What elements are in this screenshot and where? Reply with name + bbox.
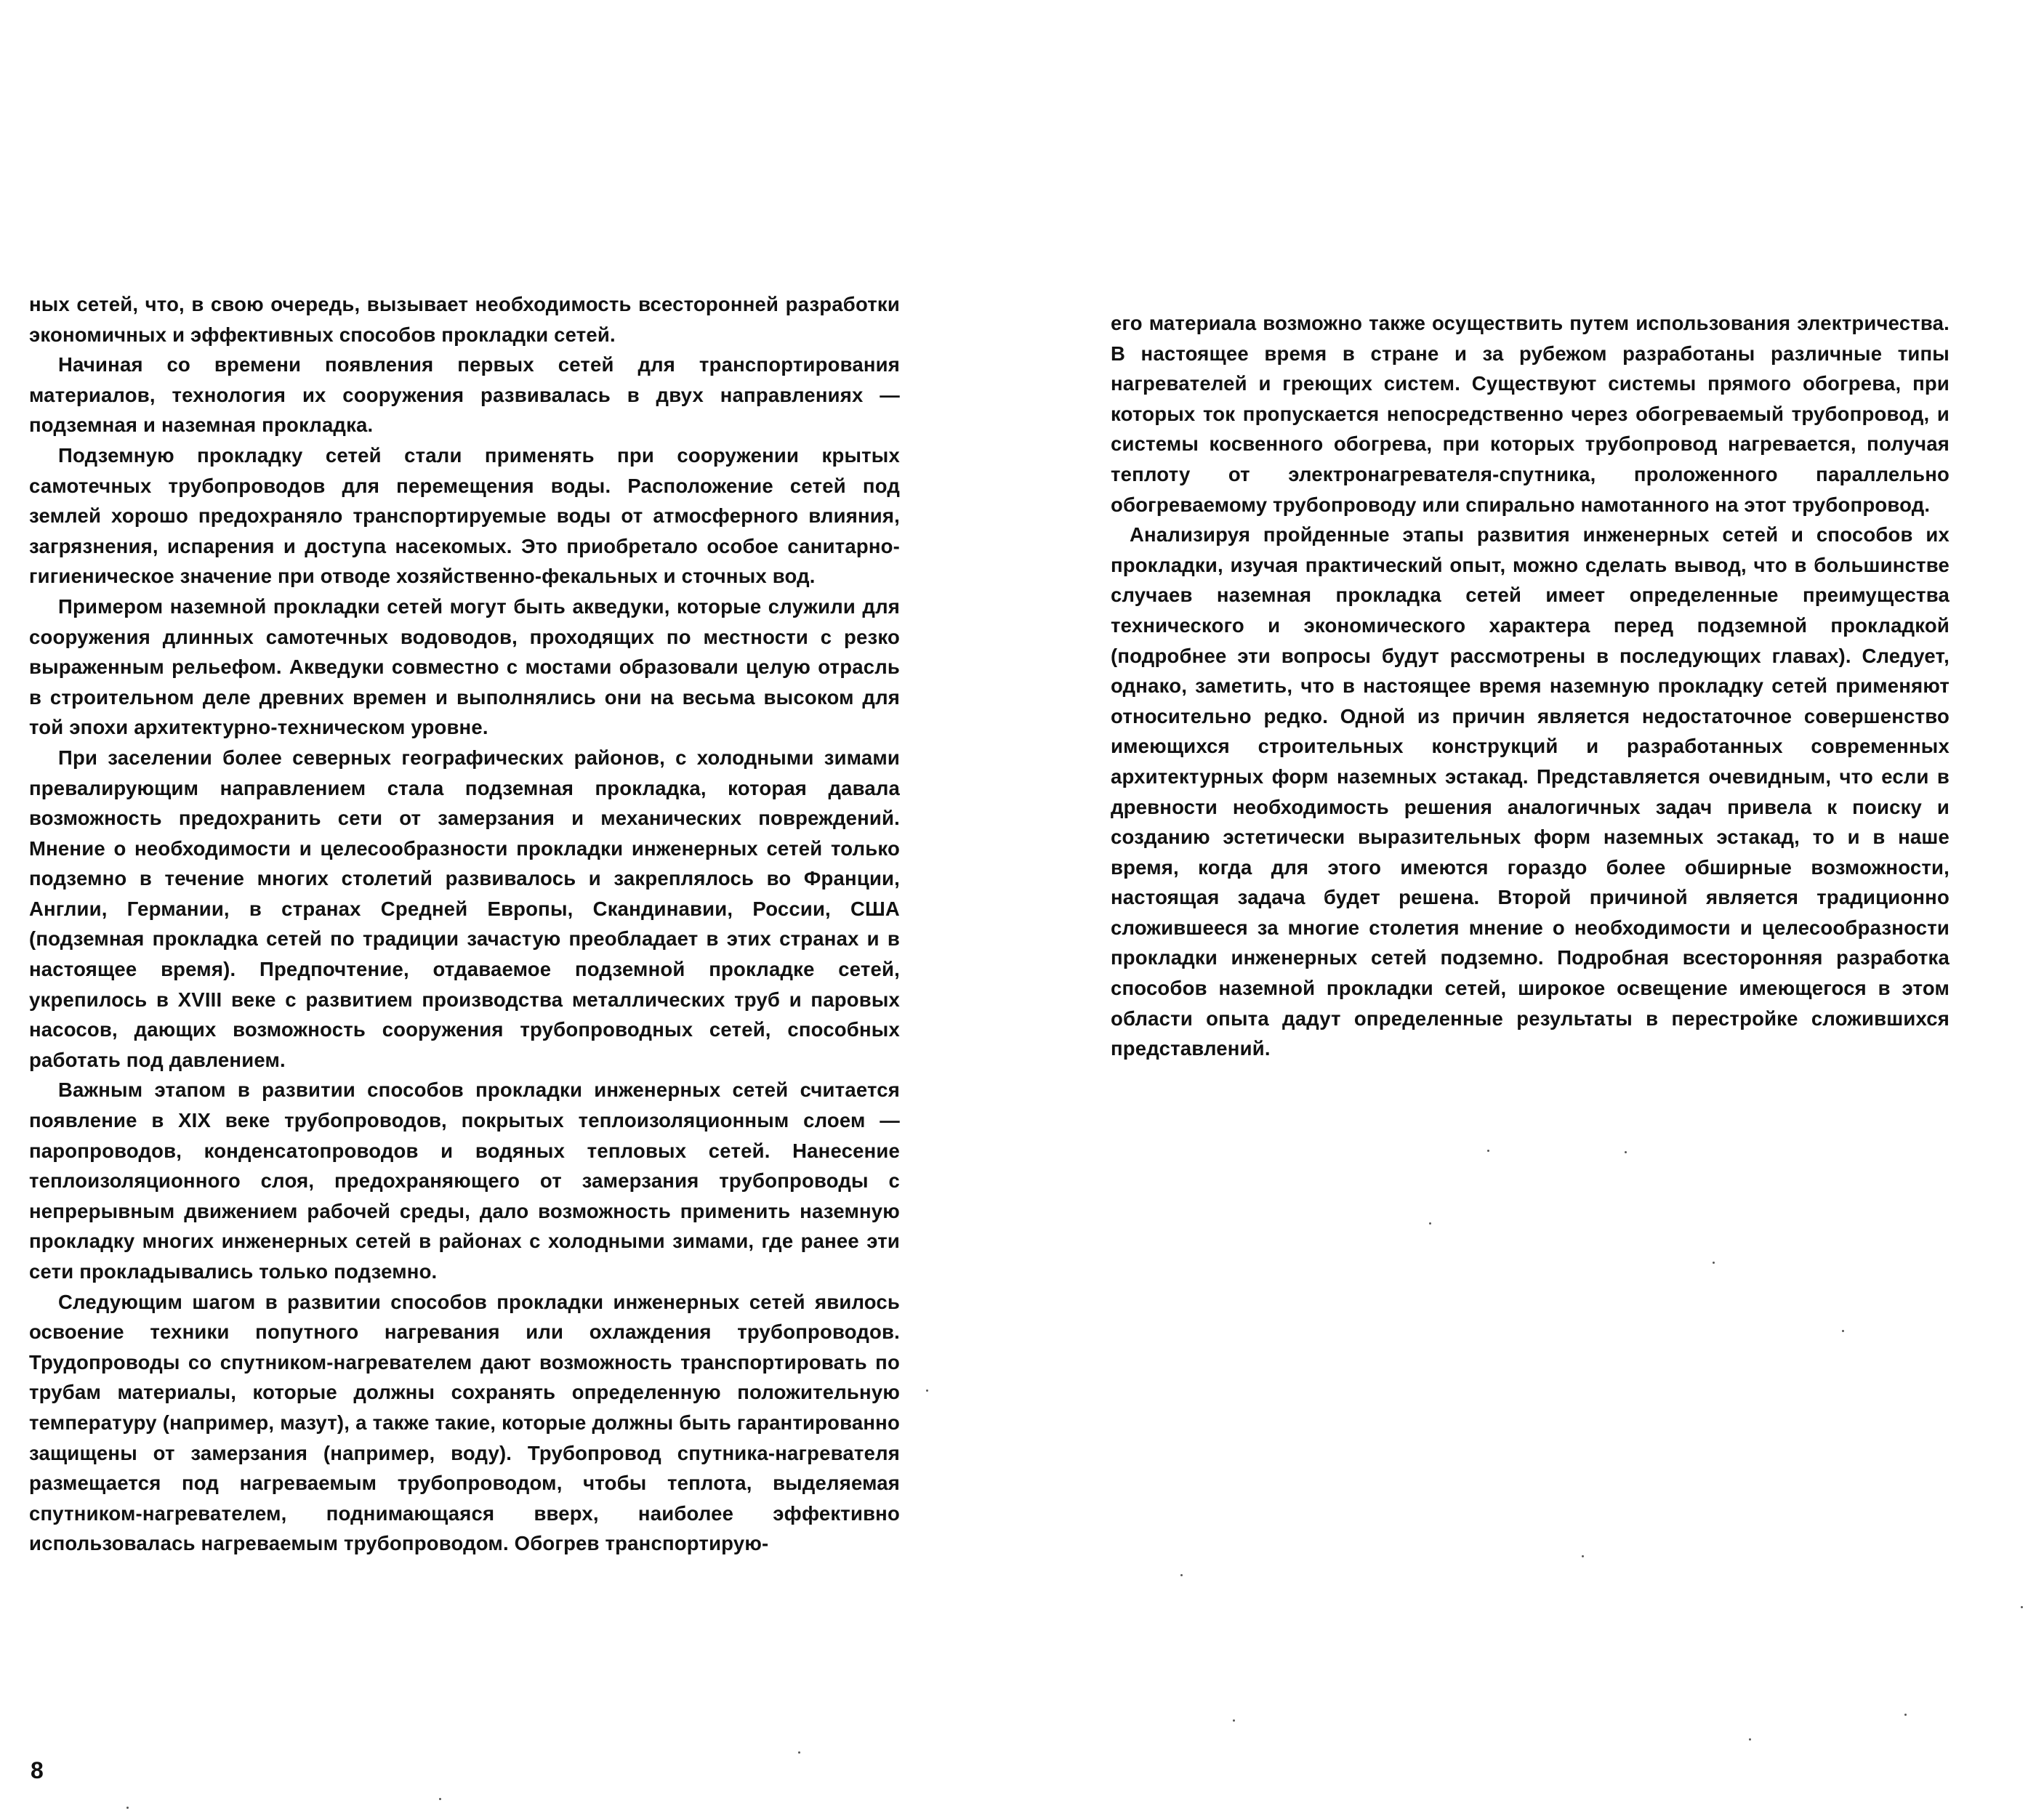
scan-speck [1713,1262,1715,1264]
scan-speck [439,1798,441,1800]
right-page [1022,0,2044,1811]
scan-speck [1904,1714,1907,1716]
paragraph: Начиная со времени появления первых сетей для транспортирования материалов, технология их сооружения развивалась в двух направлениях — подземная и наземная прокладка. [29,353,900,437]
scan-speck [1180,1574,1183,1576]
scan-speck [2021,1606,2023,1608]
paragraph: Подземную прокладку сетей стали применять при сооружении крытых самотечных трубопроводов для перемещения воды. Расположение сетей под землей хорошо предохраняло транспортируемые воды от атмосферного влияния, загрязнения, испарения и доступа насекомых. Это приобретало особое санитарно-гигиеническое значение при отводе хозяйственно-фекальных и сточных вод. [29,443,900,588]
page-number: 8 [31,1757,44,1783]
paragraph: ных сетей, что, в свою очередь, вызывает необходимость всесторонней разработки экономичных и эффективных способов прокладки сетей. [29,293,900,346]
scan-speck [1625,1151,1627,1153]
scan-speck [798,1751,800,1754]
paragraph: Примером наземной прокладки сетей могут быть акведуки, которые служили для сооружения длинных самотечных водоводов, проходящих по местности с резко выраженным рельефом. Акведуки совместно с мостами образовали целую отрасль в строительном деле древних времен и выполнялись они на весьма высоком для той эпохи архитектурно-техническом уровне. [29,594,900,739]
paragraph: его материала возможно также осуществить путем использования электричества. В настоящее время в стране и за рубежом разработаны различные типы нагревателей и греющих систем. Существуют системы прямого обогрева, при которых ток пропускается непосредственно через обогреваемый трубопровод, и системы косвенного обогрева, при которых трубопровод нагревается, получая теплоту от электронагревателя-спутника, проложенного параллельно обогреваемому трубопроводу или спирально намотанного на этот трубопровод. [1111,312,1950,516]
right-text-column [1111,308,1950,1064]
paragraph: При заселении более северных географических районов, с холодными зимами превалирующим направлением стала подземная прокладка, которая давала возможность предохранить сети от замерзания и механических повреждений. Мнение о необходимости и целесообразности прокладки инженерных сетей только подземно в течение многих столетий развивалось и закреплялось во Франции, Англии, Германии, в странах Средней Европы, Скандинавии, России, США (подземная прокладка сетей по традиции зачастую преобладает в этих странах и в настоящее время). Предпочтение, отдаваемое подземной прокладке сетей, укрепилось в XVIII веке с развитием производства металлических труб и паровых насосов, дающих возможность сооружения трубопроводных сетей, способных работать под давлением. [29,746,900,1071]
scan-speck [1842,1330,1844,1332]
scan-speck [1487,1150,1489,1152]
scan-speck [1749,1738,1751,1741]
paragraph: Анализируя пройденные этапы развития инженерных сетей и способов их прокладки, изучая практический опыт, можно сделать вывод, что в большинстве случаев наземная прокладка сетей имеет определенные преимущества технического и экономического характера перед подземной прокладкой (подробнее эти вопросы будут рассмотрены в последующих главах). Следует, однако, заметить, что в настоящее время наземную прокладку сетей применяют относительно редко. Одной из причин является недостаточное совершенство имеющихся строительных конструкций и разработанных современных архитектурных форм наземных эстакад. Представляется очевидным, что если в древности необходимость решения аналогичных задач привела к поиску и созданию эстетически выразительных форм наземных эстакад, то и в наше время, когда для этого имеются гораздо более обширные возможности, настоящая задача будет решена. Второй причиной является традиционно сложившееся за многие столетия мнение о необходимости и целесообразности прокладки инженерных сетей подземно. Подробная всесторонняя разработка способов наземной прокладки сетей, широкое освещение имеющегося в этом области опыта дадут определенные результаты в перестройке сложившихся представлений. [1111,523,1950,1060]
scan-speck [926,1389,928,1392]
scan-speck [1582,1555,1584,1557]
paragraph: Важным этапом в развитии способов прокладки инженерных сетей считается появление в XIX веке трубопроводов, покрытых теплоизоляционным слоем — паропроводов, конденсатопроводов и водяных тепловых сетей. Нанесение теплоизоляционного слоя, предохраняющего от замерзания трубопроводы с непрерывным движением рабочей среды, дало возможность применить наземную прокладку многих инженерных сетей в районах с холодными зимами, где ранее эти сети прокладывались только подземно. [29,1078,900,1283]
left-text-column [29,289,900,1559]
scan-speck [1233,1719,1235,1722]
scan-speck [1429,1222,1431,1225]
scan-speck [126,1807,129,1809]
paragraph: Следующим шагом в развитии способов прокладки инженерных сетей явилось освоение техники попутного нагревания или охлаждения трубопроводов. Трудопроводы со спутником-нагревателем дают возможность транспортировать по трубам материалы, которые должны сохранять определенную положительную температуру (например, мазут), а также такие, которые должны быть гарантированно защищены от замерзания (например, воду). Трубопровод спутника-нагревателя размещается под нагреваемым трубопроводом, чтобы теплота, выделяемая спутником-нагревателем, поднимающаяся вверх, наиболее эффективно использовалась нагреваемым трубопроводом. Обогрев транспортирую- [29,1290,900,1555]
